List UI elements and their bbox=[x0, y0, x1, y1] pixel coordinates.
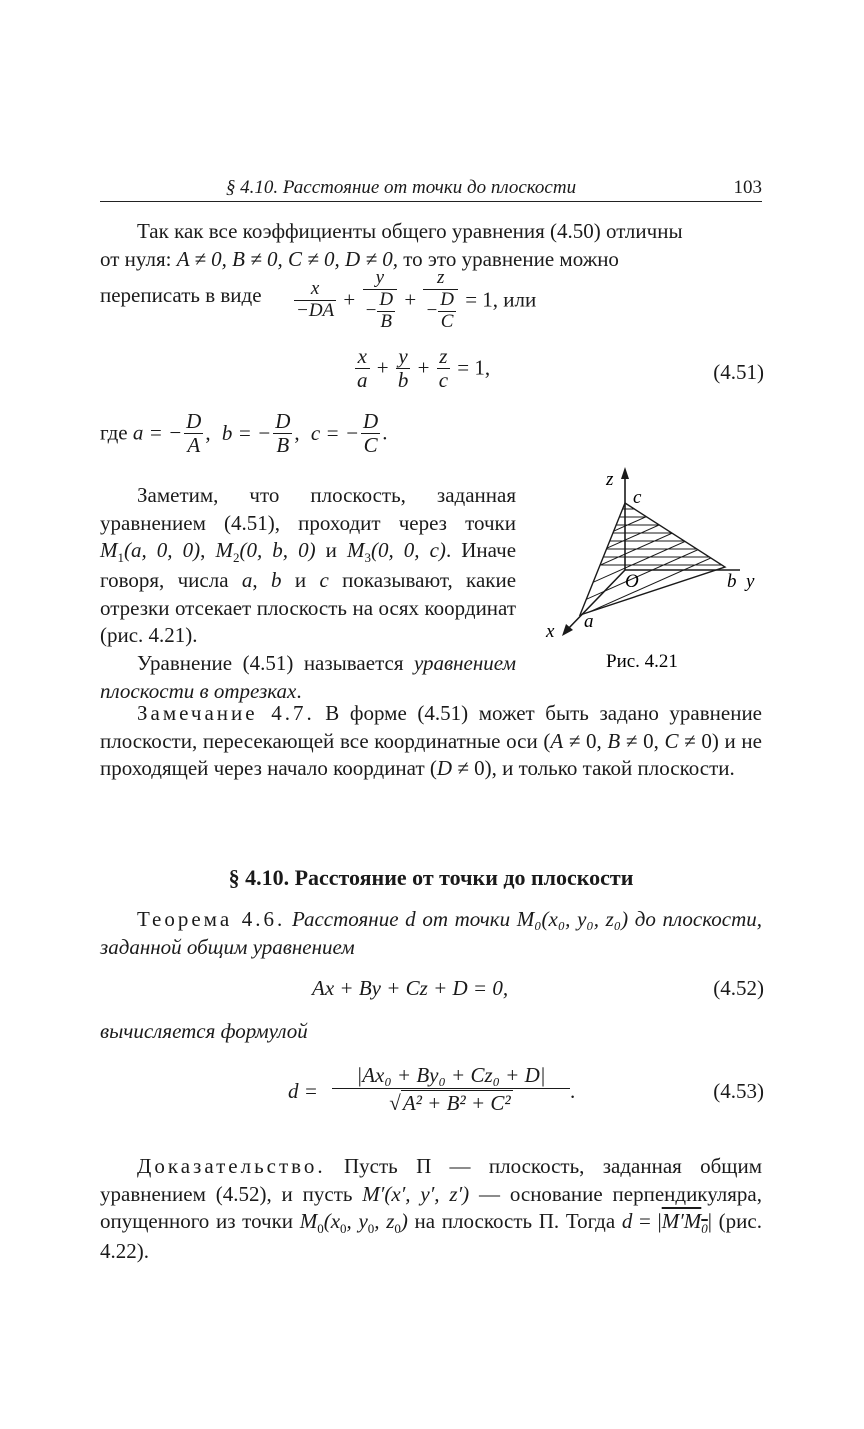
label-x: x bbox=[546, 621, 555, 642]
label-z: z bbox=[606, 469, 614, 490]
label-a: a bbox=[584, 611, 594, 632]
label-origin: O bbox=[625, 571, 639, 592]
paragraph-intercepts: Заметим, что плоскость, заданная уравнением (4.51), проходит через точки $M_1(a$, 0, 0), $M_2(0$, b, 0) и $M_3(0$, 0, c). Иначе говоря, числа a, b и c показывают, какие отрезки отсекает плоскость на осях координат (рис. 4.21). Уравнение (4.51) называется уравнением плоскости в отрезках. bbox=[100, 482, 516, 705]
label-b: b bbox=[727, 571, 737, 592]
label-y: y bbox=[746, 571, 755, 592]
equation-number-4-53: (4.53) bbox=[713, 1079, 764, 1103]
proof: Доказательство. Пусть Π — плоскость, заданная общим уравнением (4.52), и пусть M′(x′, y′, z′) — основание перпендикуляра, опущенного из точки $M_0(x_0$, $y_0$, $z_0$) на плоскость Π. Тогда $d = |M'M_0|$ (рис. 4.22). bbox=[100, 1154, 763, 1263]
figure-4-21 bbox=[540, 465, 770, 675]
remark-title: Замечание 4.7. bbox=[137, 701, 315, 725]
computed-by-formula: вычисляется формулой bbox=[100, 1019, 308, 1043]
section-title: § 4.10. Расстояние от точки до плоскости bbox=[228, 865, 634, 890]
remark-4-7: Замечание 4.7. В форме (4.51) может быть задано уравнение плоскости, пересекающей все координатные оси (A ≠ 0, B ≠ 0, C ≠ 0) и не проходящей через начало координат (D ≠ 0), и только такой плоскости. bbox=[100, 701, 762, 781]
label-c: c bbox=[633, 487, 642, 508]
equation-4-53: d = |Ax₀ + By₀ + Cz₀ + D| √A² + B² + C² . (4.53) bbox=[100, 1062, 764, 1132]
theorem-title: Теорема 4.6. bbox=[137, 907, 286, 931]
paragraph-intercept-name: Уравнение (4.51) называется уравнением плоскости в отрезках. bbox=[100, 650, 516, 703]
plane-triangle bbox=[580, 503, 725, 615]
running-header bbox=[100, 175, 762, 202]
intercept-definitions: где a = − $\frac{D}{A}$ , b = − $\frac{D}{B}$ , c = − $\frac{D}{C}$ . bbox=[100, 409, 388, 458]
running-title: § 4.10. Расстояние от точки до плоскости bbox=[225, 177, 577, 198]
proof-title: Доказательство. bbox=[137, 1154, 326, 1178]
theorem-4-6: Теорема 4.6. Расстояние d от точки M₀(x₀, y₀, z₀) до плоскости, заданной общим уравнением bbox=[100, 907, 762, 959]
z-axis-arrow bbox=[621, 467, 629, 479]
equation-number-4-51: (4.51) bbox=[713, 360, 764, 384]
formula-4-52: Ax + By + Cz + D = 0, bbox=[312, 976, 509, 1000]
p1-line2: от нуля: A ≠ 0, B ≠ 0, C ≠ 0, D ≠ 0, то это уравнение можно bbox=[100, 246, 619, 271]
equation-4-51: $\frac{x}{a}$ + $\frac{y}{b}$ + $\frac{z}{c}$ = 1, (4.51) bbox=[357, 344, 764, 393]
equation-number-4-52: (4.52) bbox=[713, 976, 764, 1000]
distance-fraction: |Ax₀ + By₀ + Cz₀ + D| √A² + B² + C² bbox=[332, 1062, 570, 1118]
figure-caption: Рис. 4.21 bbox=[606, 651, 678, 672]
intercept-form-inline: $\frac{x}{-DA}$ + y − $\frac{D}{B}$ + z − $\frac{D}{C}$ = 1, или bbox=[296, 267, 537, 332]
plane-hatching bbox=[560, 475, 740, 625]
paragraph-coefficients bbox=[100, 218, 762, 273]
page-number: 103 bbox=[733, 177, 762, 198]
p1-line1: Так как все коэффициенты общего уравнения (4.50) отличны bbox=[137, 219, 683, 243]
